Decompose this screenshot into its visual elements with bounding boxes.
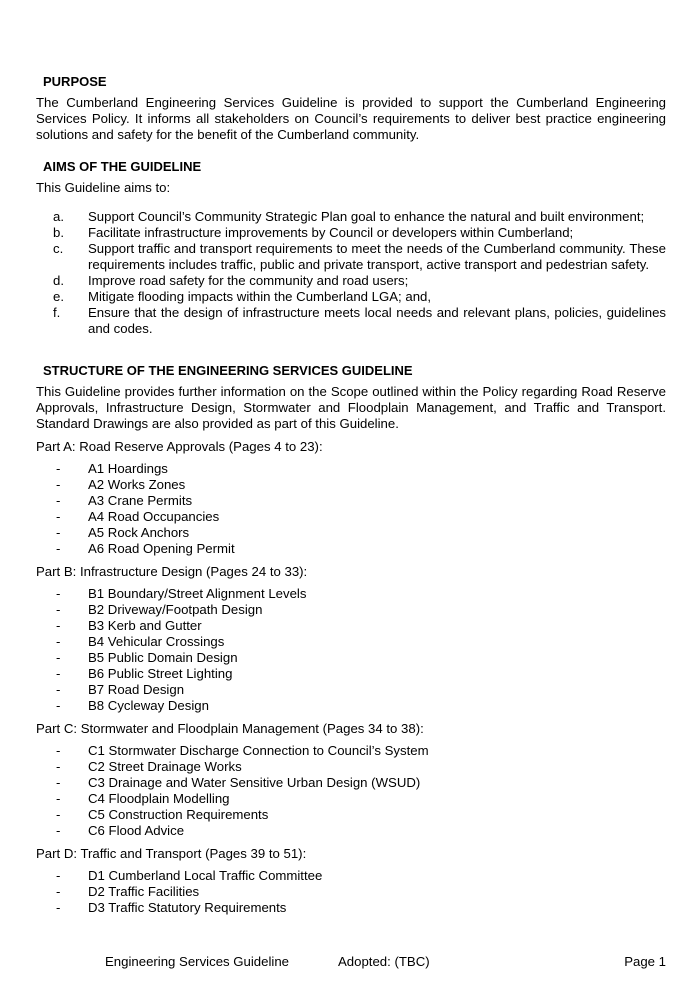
aims-intro: This Guideline aims to:: [36, 180, 171, 195]
list-item: - B5 Public Domain Design: [56, 650, 238, 665]
structure-heading: STRUCTURE OF THE ENGINEERING SERVICES GUIDELINE: [43, 363, 413, 378]
part-d-list: [36, 868, 666, 916]
page-footer: [0, 954, 683, 972]
part-b-title: Part B: Infrastructure Design (Pages 24 to 33):: [36, 564, 308, 579]
purpose-paragraph: The Cumberland Engineering Services Guideline is provided to support the Cumberland Engineering Services Policy. It informs all stakeholders on Council’s requirements to deliver best practice engineering solutions and safety for the benefit of the Cumberland community.: [36, 95, 666, 142]
list-item: - B8 Cycleway Design: [56, 698, 209, 713]
list-item: - C5 Construction Requirements: [56, 807, 269, 822]
part-b-list: [36, 586, 666, 714]
list-item: c. Support traffic and transport requirements to meet the needs of the Cumberland community. These requirements includes traffic, public and private transport, active transport and pedestrian safety.: [53, 241, 666, 272]
list-item: - C6 Flood Advice: [56, 823, 185, 838]
purpose-heading: PURPOSE: [43, 74, 107, 89]
list-item: - B2 Driveway/Footpath Design: [56, 602, 263, 617]
footer-page-number: Page 1: [624, 954, 666, 969]
part-c-list: [36, 743, 666, 839]
list-item: - A4 Road Occupancies: [56, 509, 220, 524]
list-item: b. Facilitate infrastructure improvements by Council or developers within Cumberland;: [53, 225, 574, 240]
part-d-title: Part D: Traffic and Transport (Pages 39 to 51):: [36, 846, 307, 861]
list-item: - B1 Boundary/Street Alignment Levels: [56, 586, 307, 601]
list-item: - A5 Rock Anchors: [56, 525, 190, 540]
part-c-title: Part C: Stormwater and Floodplain Management (Pages 34 to 38):: [36, 721, 424, 736]
list-item: - D2 Traffic Facilities: [56, 884, 200, 899]
list-item: - B7 Road Design: [56, 682, 185, 697]
footer-adopted-status: Adopted: (TBC): [338, 954, 430, 969]
list-item: a. Support Council’s Community Strategic Plan goal to enhance the natural and built environment;: [53, 209, 645, 224]
list-item: - A6 Road Opening Permit: [56, 541, 235, 556]
list-item: d. Improve road safety for the community and road users;: [53, 273, 409, 288]
aims-list: [36, 209, 666, 337]
part-a-title: Part A: Road Reserve Approvals (Pages 4 to 23):: [36, 439, 323, 454]
list-item: - B6 Public Street Lighting: [56, 666, 233, 681]
aims-heading: AIMS OF THE GUIDELINE: [43, 159, 202, 174]
structure-intro: This Guideline provides further information on the Scope outlined within the Policy regarding Road Reserve Approvals, Infrastructure Design, Stormwater and Floodplain Management, and Traffic and Transport. Standard Drawings are also provided as part of this Guideline.: [36, 384, 666, 431]
list-item: - B4 Vehicular Crossings: [56, 634, 225, 649]
list-item: - D1 Cumberland Local Traffic Committee: [56, 868, 323, 883]
list-item: - A2 Works Zones: [56, 477, 186, 492]
list-item: - A3 Crane Permits: [56, 493, 193, 508]
list-item: - A1 Hoardings: [56, 461, 168, 476]
list-item: - D3 Traffic Statutory Requirements: [56, 900, 287, 915]
list-item: - C4 Floodplain Modelling: [56, 791, 230, 806]
list-item: - C1 Stormwater Discharge Connection to Council’s System: [56, 743, 429, 758]
list-item: e. Mitigate flooding impacts within the Cumberland LGA; and,: [53, 289, 432, 304]
list-item: - C3 Drainage and Water Sensitive Urban Design (WSUD): [56, 775, 421, 790]
list-item: - C2 Street Drainage Works: [56, 759, 242, 774]
list-item: - B3 Kerb and Gutter: [56, 618, 202, 633]
document-page: [36, 74, 666, 916]
list-item: f. Ensure that the design of infrastructure meets local needs and relevant plans, policies, guidelines and codes.: [53, 305, 666, 336]
part-a-list: [36, 461, 666, 557]
footer-document-title: Engineering Services Guideline: [105, 954, 290, 969]
